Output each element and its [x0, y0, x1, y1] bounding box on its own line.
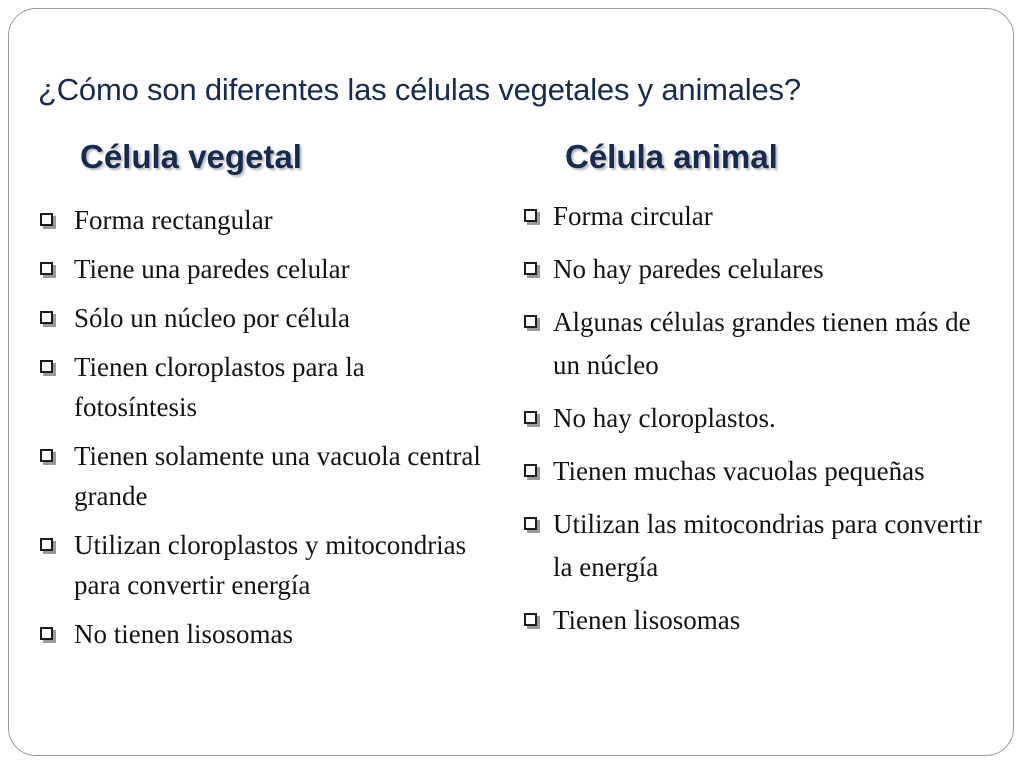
- square-bullet-icon: [40, 449, 53, 462]
- square-bullet-icon: [40, 311, 53, 324]
- square-bullet-icon: [524, 517, 537, 530]
- list-item-text: Utilizan las mitocondrias para convertir la energía: [553, 509, 982, 582]
- square-bullet-icon: [524, 411, 537, 424]
- animal-cell-heading: Célula animal: [565, 138, 778, 175]
- list-item: [522, 301, 992, 387]
- list-item-text: Algunas células grandes tienen más de un núcleo: [553, 307, 971, 380]
- slide-title: ¿Cómo son diferentes las células vegetales y animales?: [38, 72, 801, 107]
- list-item-text: Tienen cloroplastos para la fotosíntesis: [74, 352, 365, 422]
- square-bullet-icon: [40, 360, 53, 373]
- list-item-text: Tienen solamente una vacuola central grande: [74, 441, 481, 511]
- square-bullet-icon: [524, 613, 537, 626]
- square-bullet-icon: [40, 213, 53, 226]
- list-item: [38, 200, 488, 240]
- list-item-text: Sólo un núcleo por célula: [74, 303, 350, 333]
- list-item: [522, 397, 992, 440]
- list-item-text: Tiene una paredes celular: [74, 254, 350, 284]
- square-bullet-icon: [40, 627, 53, 640]
- square-bullet-icon: [40, 262, 53, 275]
- list-item-text: No hay cloroplastos.: [553, 403, 776, 433]
- square-bullet-icon: [524, 262, 537, 275]
- list-item-text: Tienen muchas vacuolas pequeñas: [553, 456, 925, 486]
- list-item: [38, 347, 488, 427]
- list-item-text: Utilizan cloroplastos y mitocondrias para convertir energía: [74, 530, 467, 600]
- list-item: [522, 195, 992, 238]
- list-item-text: Forma rectangular: [74, 205, 273, 235]
- list-item: [522, 503, 992, 589]
- square-bullet-icon: [524, 464, 537, 477]
- list-item-text: No hay paredes celulares: [553, 254, 824, 284]
- list-item: [38, 249, 488, 289]
- list-item: [38, 436, 488, 516]
- list-item: [522, 248, 992, 291]
- square-bullet-icon: [524, 209, 537, 222]
- square-bullet-icon: [40, 538, 53, 551]
- list-item-text: Tienen lisosomas: [553, 605, 741, 635]
- square-bullet-icon: [524, 315, 537, 328]
- list-item: [522, 599, 992, 642]
- list-item-text: Forma circular: [553, 201, 713, 231]
- plant-cell-heading: Célula vegetal: [80, 138, 302, 175]
- list-item-text: No tienen lisosomas: [74, 619, 293, 649]
- animal-cell-list: [522, 195, 992, 652]
- plant-cell-list: [38, 200, 488, 663]
- list-item: [38, 614, 488, 654]
- list-item: [38, 525, 488, 605]
- list-item: [522, 450, 992, 493]
- list-item: [38, 298, 488, 338]
